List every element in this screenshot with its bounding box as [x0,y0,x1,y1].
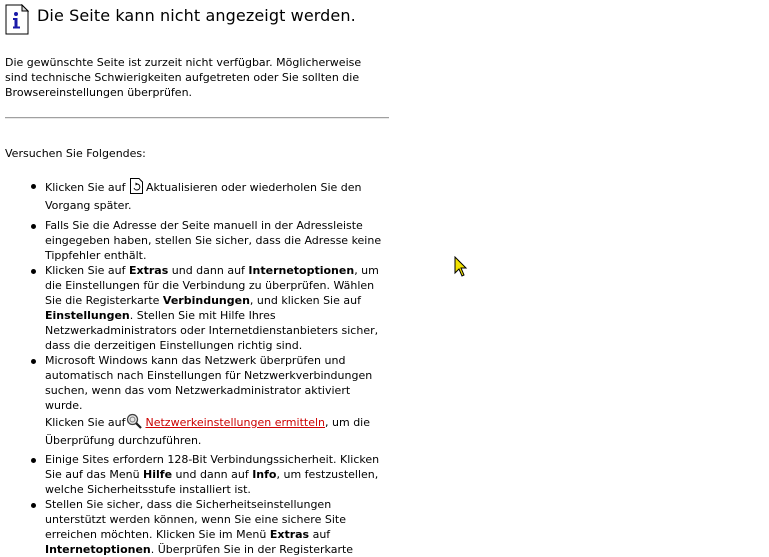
page-header [5,4,356,36]
detect-network-settings-link[interactable]: Netzwerkeinstellungen ermitteln [145,416,326,429]
try-heading: Versuchen Sie Folgendes: [5,147,146,160]
list-item: Falls Sie die Adresse der Seite manuell in der Adressleiste eingegeben haben, stellen Sie sicher, dass die Adresse keine Tippfehler enthält. [45,218,391,263]
divider [5,117,389,119]
info-icon [5,4,29,34]
list-item: Stellen Sie sicher, dass die Sicherheitseinstellungen unterstützt werden können, wenn Sie eine sichere Site erreichen möchten. Klicken Sie im Menü Extras auf Internetoptionen. Überprüfen Sie in der Registerkarte [45,497,391,557]
tips-list [0,178,391,557]
page-title: Die Seite kann nicht angezeigt werden. [37,6,356,25]
list-item: Microsoft Windows kann das Netzwerk überprüfen und automatisch nach Einstellungen für Netzwerkverbindungen suchen, wenn das vom Netzwerkadministrator aktiviert wurde. Klicken Sie auf Netzwerkeinstellungen ermitteln, um die Überprüfung durchzuführen. [45,353,391,448]
list-item: Klicken Sie auf Extras und dann auf Internetoptionen, um die Einstellungen für die Verbindung zu überprüfen. Wählen Sie die Registerkarte Verbindungen, und klicken Sie auf Einstellungen. Stellen Sie mit Hilfe Ihres Netzwerkadministrators oder Internetdienstanbieters sicher, dass die derzeitigen Einstellungen richtig sind. [45,263,391,353]
list-item: Klicken Sie auf Aktualisieren oder wiederholen Sie den Vorgang später. [45,178,391,213]
refresh-icon [130,178,143,198]
magnifier-network-icon [126,413,142,433]
mouse-pointer-icon [454,256,468,281]
list-item: Einige Sites erfordern 128-Bit Verbindungssicherheit. Klicken Sie auf das Menü Hilfe und dann auf Info, um festzustellen, welche Sicherheitsstufe installiert ist. [45,452,391,497]
intro-text: Die gewünschte Seite ist zurzeit nicht verfügbar. Möglicherweise sind technische Schwierigkeiten aufgetreten oder Sie sollten die Browsereinstellungen überprüfen. [5,56,362,99]
